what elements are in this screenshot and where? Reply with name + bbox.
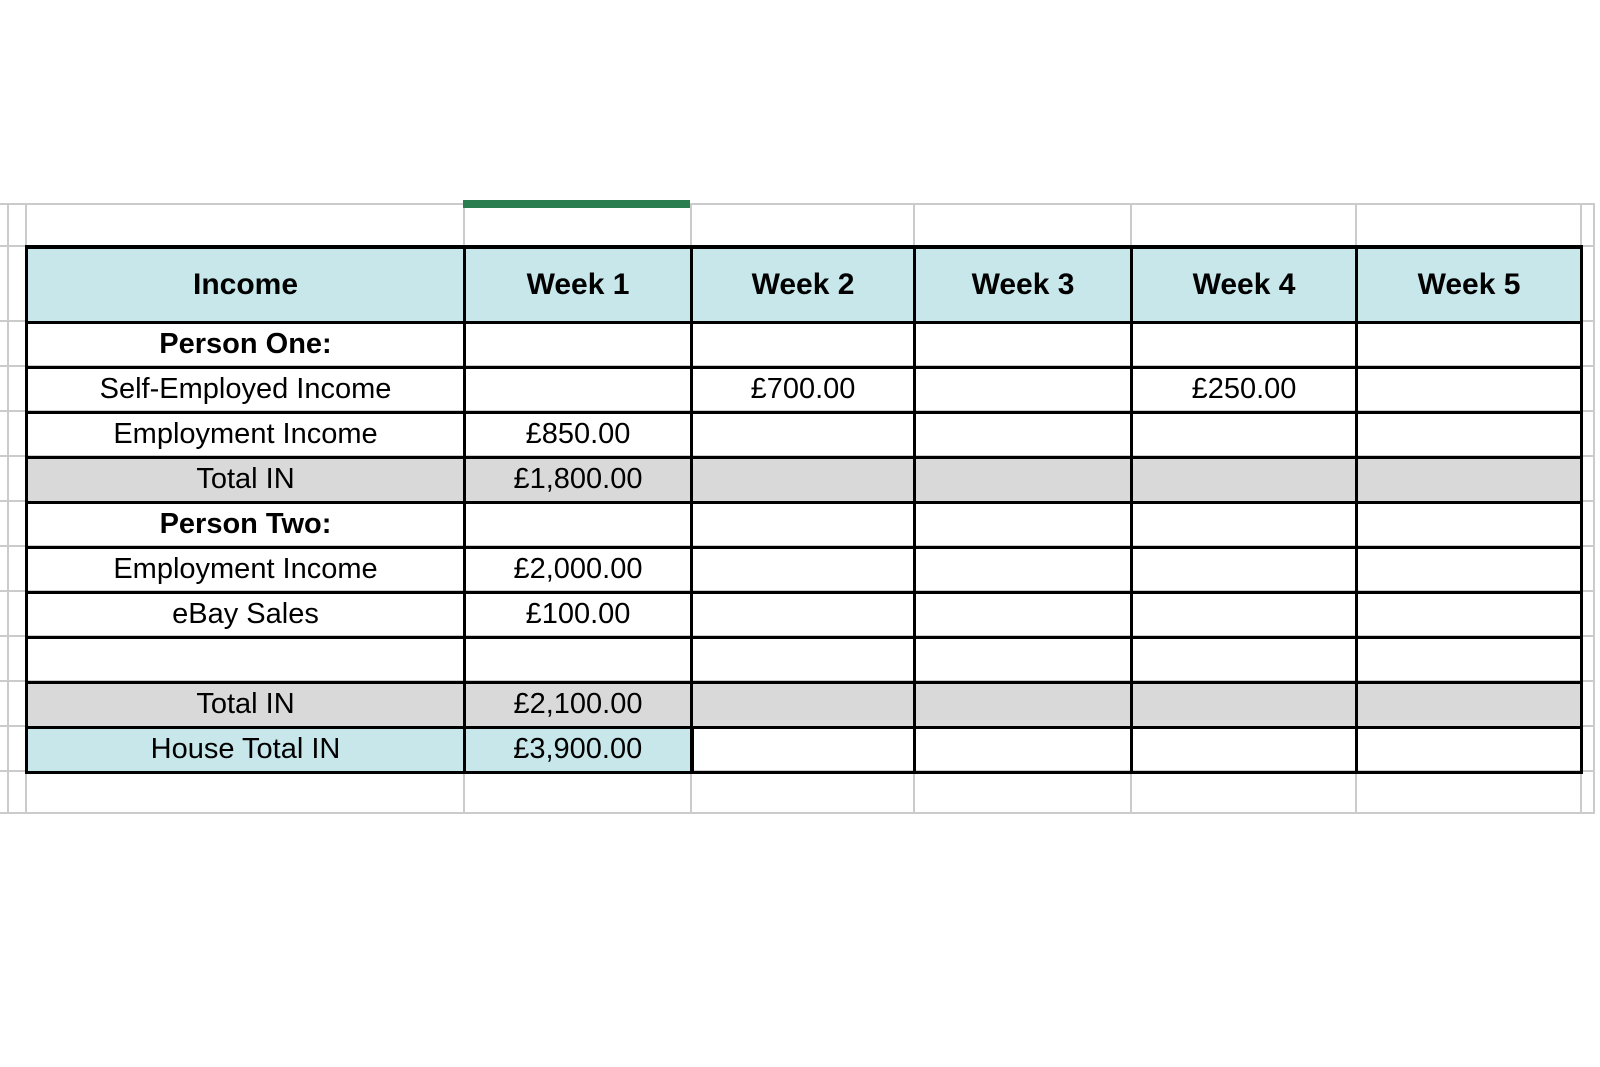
value-cell[interactable]	[692, 502, 915, 547]
value-cell[interactable]	[1132, 682, 1357, 727]
value-cell[interactable]	[915, 502, 1132, 547]
gridline	[1593, 203, 1595, 814]
value-cell[interactable]	[1132, 457, 1357, 502]
value-cell[interactable]	[1132, 502, 1357, 547]
row-employment-income-p1	[27, 412, 1582, 457]
value-cell[interactable]	[1357, 367, 1582, 412]
value-cell[interactable]	[1132, 412, 1357, 457]
empty-cell[interactable]	[1357, 727, 1582, 772]
value-cell[interactable]: £250.00	[1132, 367, 1357, 412]
value-cell[interactable]	[1357, 412, 1582, 457]
value-cell[interactable]	[692, 682, 915, 727]
value-cell[interactable]	[692, 412, 915, 457]
header-cell-income[interactable]: Income	[27, 247, 465, 322]
value-cell[interactable]: £700.00	[692, 367, 915, 412]
value-cell[interactable]	[465, 367, 692, 412]
header-cell-week3[interactable]: Week 3	[915, 247, 1132, 322]
row-person-two	[27, 502, 1582, 547]
value-cell[interactable]	[692, 637, 915, 682]
value-cell[interactable]	[1357, 502, 1582, 547]
value-cell[interactable]	[692, 547, 915, 592]
header-cell-week5[interactable]: Week 5	[1357, 247, 1582, 322]
value-cell[interactable]	[915, 457, 1132, 502]
value-cell[interactable]	[1357, 322, 1582, 367]
row-ebay-sales	[27, 592, 1582, 637]
value-cell[interactable]	[465, 502, 692, 547]
row-label-cell[interactable]: Self-Employed Income	[27, 367, 465, 412]
value-cell[interactable]: £100.00	[465, 592, 692, 637]
row-label-cell[interactable]: Total IN	[27, 682, 465, 727]
value-cell[interactable]: £2,000.00	[465, 547, 692, 592]
value-cell[interactable]	[1132, 592, 1357, 637]
value-cell[interactable]	[1132, 637, 1357, 682]
value-cell[interactable]	[692, 592, 915, 637]
value-cell[interactable]	[1132, 322, 1357, 367]
row-blank	[27, 637, 1582, 682]
value-cell[interactable]	[915, 682, 1132, 727]
value-cell[interactable]	[1357, 457, 1582, 502]
header-cell-week1[interactable]: Week 1	[465, 247, 692, 322]
value-cell[interactable]: £2,100.00	[465, 682, 692, 727]
value-cell[interactable]	[915, 547, 1132, 592]
row-label-cell[interactable]: Person One:	[27, 322, 465, 367]
header-row	[27, 247, 1582, 322]
header-cell-week2[interactable]: Week 2	[692, 247, 915, 322]
value-cell[interactable]: £3,900.00	[465, 727, 692, 772]
value-cell[interactable]: £850.00	[465, 412, 692, 457]
value-cell[interactable]	[915, 367, 1132, 412]
row-house-total-in	[27, 727, 1582, 772]
empty-cell[interactable]	[692, 727, 915, 772]
row-employment-income-p2	[27, 547, 1582, 592]
value-cell[interactable]	[692, 457, 915, 502]
value-cell[interactable]	[465, 322, 692, 367]
value-cell[interactable]	[1357, 682, 1582, 727]
row-label-cell[interactable]: Employment Income	[27, 547, 465, 592]
value-cell[interactable]	[915, 322, 1132, 367]
row-total-in-p1	[27, 457, 1582, 502]
value-cell[interactable]	[1357, 637, 1582, 682]
row-label-cell[interactable]: Total IN	[27, 457, 465, 502]
value-cell[interactable]	[915, 592, 1132, 637]
empty-cell[interactable]	[1132, 727, 1357, 772]
value-cell[interactable]	[465, 637, 692, 682]
row-label-cell[interactable]: eBay Sales	[27, 592, 465, 637]
row-label-cell[interactable]: Employment Income	[27, 412, 465, 457]
value-cell[interactable]	[1357, 592, 1582, 637]
value-cell[interactable]	[915, 412, 1132, 457]
row-total-in-p2	[27, 682, 1582, 727]
value-cell[interactable]	[692, 322, 915, 367]
row-label-cell[interactable]	[27, 637, 465, 682]
value-cell[interactable]	[1132, 547, 1357, 592]
row-label-cell[interactable]: Person Two:	[27, 502, 465, 547]
row-self-employed-income	[27, 367, 1582, 412]
income-table	[25, 245, 1583, 774]
header-cell-week4[interactable]: Week 4	[1132, 247, 1357, 322]
value-cell[interactable]: £1,800.00	[465, 457, 692, 502]
row-label-cell[interactable]: House Total IN	[27, 727, 465, 772]
value-cell[interactable]	[1357, 547, 1582, 592]
empty-cell[interactable]	[915, 727, 1132, 772]
column-selection-indicator	[463, 200, 690, 208]
gridline	[7, 203, 9, 814]
value-cell[interactable]	[915, 637, 1132, 682]
row-person-one	[27, 322, 1582, 367]
